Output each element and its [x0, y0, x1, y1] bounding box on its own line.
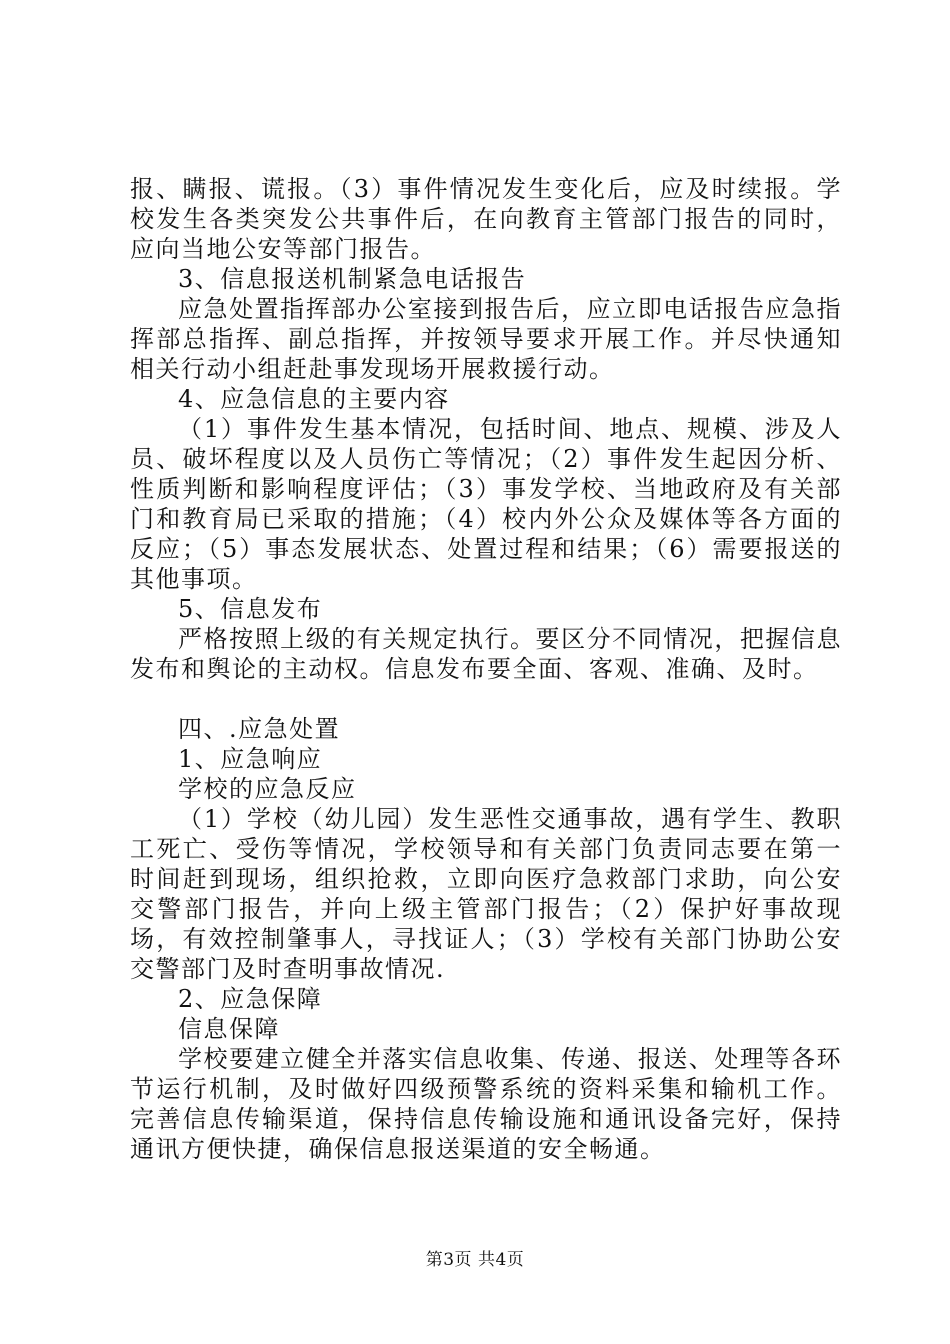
paragraph-info-content: （1）事件发生基本情况，包括时间、地点、规模、涉及人员、破坏程度以及人员伤亡等情况；（2）事件发生起因分析、性质判断和影响程度评估；（3）事发学校、当地政府及有关部门和教育局已采取的措施；（4）校内外公众及媒体等各方面的反应；（5）事态发展状态、处置过程和结果；（6）需要报送的其他事项。	[130, 415, 842, 593]
paragraph-report-continuation: 报、瞒报、谎报。（3）事件情况发生变化后，应及时续报。学校发生各类突发公共事件后，在向教育主管部门报告的同时，应向当地公安等部门报告。	[130, 175, 842, 263]
heading-info-release: 5、信息发布	[178, 595, 323, 623]
heading-school-response: 学校的应急反应	[178, 775, 357, 803]
document-body	[130, 174, 842, 1164]
heading-info-guarantee: 信息保障	[178, 1015, 280, 1043]
blank-line	[130, 684, 842, 714]
page-footer: 第3页 共4页	[425, 1250, 525, 1270]
heading-phone-report: 3、信息报送机制紧急电话报告	[178, 265, 527, 293]
paragraph-info-guarantee: 学校要建立健全并落实信息收集、传递、报送、处理等各环节运行机制，及时做好四级预警系统的资料采集和输机工作。完善信息传输渠道，保持信息传输设施和通讯设备完好，保持通讯方便快捷，确保信息报送渠道的安全畅通。	[130, 1045, 842, 1163]
heading-info-content: 4、应急信息的主要内容	[178, 385, 450, 413]
heading-emergency-guarantee: 2、应急保障	[178, 985, 323, 1013]
heading-emergency-response: 1、应急响应	[178, 745, 323, 773]
paragraph-phone-report: 应急处置指挥部办公室接到报告后，应立即电话报告应急指挥部总指挥、副总指挥，并按领导要求开展工作。并尽快通知相关行动小组赶赴事发现场开展救援行动。	[130, 295, 842, 383]
paragraph-school-response: （1）学校（幼儿园）发生恶性交通事故，遇有学生、教职工死亡、受伤等情况，学校领导和有关部门负责同志要在第一时间赶到现场，组织抢救，立即向医疗急救部门求助，向公安交警部门报告，并向上级主管部门报告；（2）保护好事故现场，有效控制肇事人，寻找证人；（3）学校有关部门协助公安交警部门及时查明事故情况.	[130, 805, 842, 983]
paragraph-info-release: 严格按照上级的有关规定执行。要区分不同情况，把握信息发布和舆论的主动权。信息发布要全面、客观、准确、及时。	[130, 625, 842, 683]
heading-emergency-handling: 四、.应急处置	[178, 715, 341, 743]
